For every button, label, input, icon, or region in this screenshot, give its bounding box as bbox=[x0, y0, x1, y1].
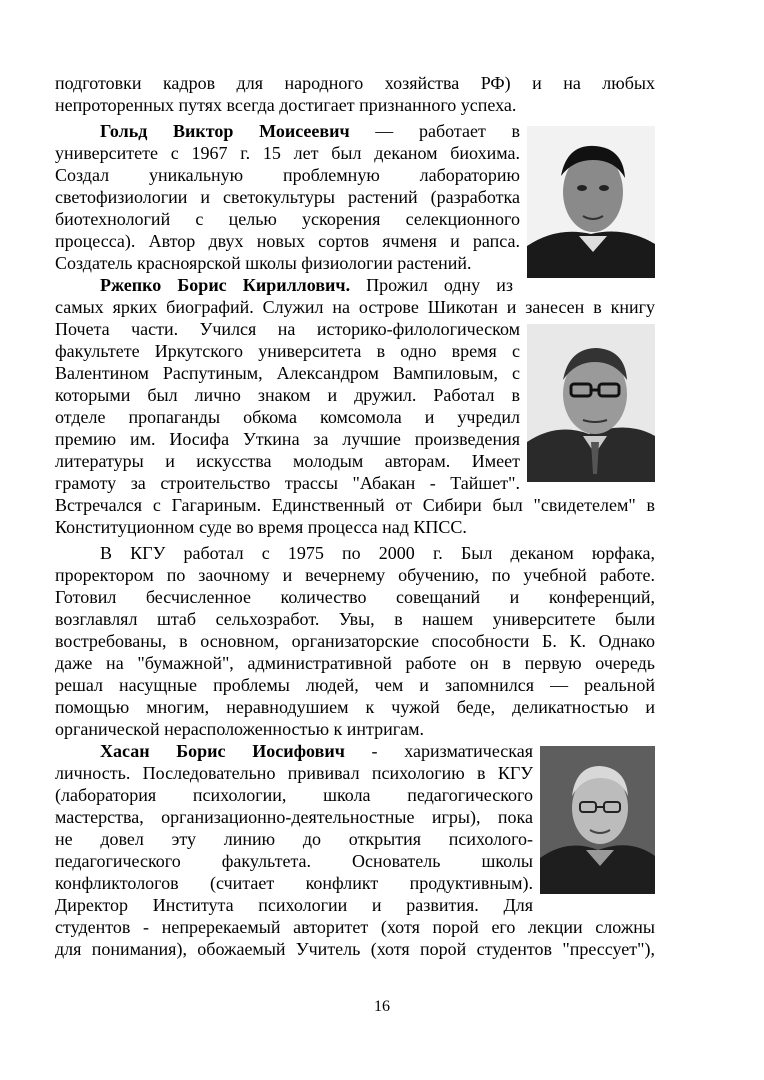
lead-in-rzhepko: Прожил одну из bbox=[350, 275, 513, 295]
page-number: 16 bbox=[374, 998, 390, 1015]
person-name-rzhepko: Ржепко Борис Кириллович. bbox=[100, 275, 351, 295]
text-line: Создатель красноярской школы физиологии растений. bbox=[55, 253, 472, 273]
text-line: не довел эту линию до открытия психолого- bbox=[55, 829, 533, 849]
text-line: университете с 1967 г. 15 лет был деканом биохима. bbox=[55, 143, 520, 163]
text-line: конфликтологов (считает конфликт продуктивным). bbox=[55, 873, 533, 893]
person-name-hasan: Хасан Борис Иосифович bbox=[100, 741, 345, 761]
text-line: мастерства, организационно-деятельностные игры), пока bbox=[55, 807, 533, 827]
text-line: даже на "бумажной", административной работе он в первую очередь bbox=[55, 653, 655, 673]
text-line: грамоту за строительство трассы "Абакан - Тайшет". bbox=[55, 473, 520, 493]
portrait-photo-gold bbox=[527, 126, 655, 278]
text-line: решал насущные проблемы людей, чем и запомнился — реальной bbox=[55, 675, 655, 695]
text-line: педагогического факультета. Основатель школы bbox=[55, 851, 533, 871]
text-line: самых ярких биографий. Служил на острове Шикотан и занесен в книгу bbox=[55, 297, 655, 317]
text-line: отделе пропаганды обкома комсомола и учредил bbox=[55, 407, 520, 427]
text-line: Конституционном суде во время процесса над КПСС. bbox=[55, 517, 467, 537]
text-line: светофизиологии и светокультуры растений (разработка bbox=[55, 187, 520, 207]
text-line: подготовки кадров для народного хозяйства РФ) и на любых bbox=[55, 73, 655, 93]
text-line: личность. Последовательно прививал психологию в КГУ bbox=[55, 763, 533, 783]
portrait-photo-hasan bbox=[540, 746, 655, 894]
bio-heading-rzhepko bbox=[55, 274, 513, 296]
text-line: Валентином Распутиным, Александром Вампиловым, с bbox=[55, 363, 520, 383]
text-line: студентов - непререкаемый авторитет (хотя порой его лекции сложны bbox=[55, 917, 655, 937]
text-line: процесса). Автор двух новых сортов ячменя и рапса. bbox=[55, 231, 520, 251]
lead-in-gold: — работает в bbox=[349, 121, 520, 141]
text-line: органической нерасположенностью к интригам. bbox=[55, 719, 425, 739]
text-line: возглавлял штаб сельхозработ. Увы, в нашем университете были bbox=[55, 609, 655, 629]
text-line: помощью многим, неравнодушием к чужой беде, деликатностью и bbox=[55, 697, 655, 717]
text-line: биотехнологий с целью ускорения селекционного bbox=[55, 209, 520, 229]
text-line: для понимания), обожаемый Учитель (хотя порой студентов "прессует"), bbox=[55, 939, 655, 959]
text-line: В КГУ работал с 1975 по 2000 г. Был деканом юрфака, bbox=[100, 543, 655, 563]
text-line: Встречался с Гагариным. Единственный от Сибири был "свидетелем" в bbox=[55, 495, 655, 515]
text-line: факультете Иркутского университета в одно время с bbox=[55, 341, 520, 361]
text-line: Директор Института психологии и развития. Для bbox=[55, 895, 533, 915]
text-line: которыми был лично знаком и дружил. Работал в bbox=[55, 385, 520, 405]
text-line: (лаборатория психологии, школа педагогического bbox=[55, 785, 533, 805]
person-name-gold: Гольд Виктор Моисеевич bbox=[100, 121, 350, 141]
bio-heading-hasan bbox=[55, 740, 533, 762]
text-line: Готовил бесчисленное количество совещаний и конференций, bbox=[55, 587, 655, 607]
text-line: проректором по заочному и вечернему обучению, по учебной работе. bbox=[55, 565, 655, 585]
text-line: Почета части. Учился на историко-филологическом bbox=[55, 319, 520, 339]
lead-in-hasan: - харизматическая bbox=[344, 741, 533, 761]
text-line: Создал уникальную проблемную лабораторию bbox=[55, 165, 520, 185]
text-line: непроторенных путях всегда достигает признанного успеха. bbox=[55, 95, 517, 115]
bio-heading-gold bbox=[55, 120, 520, 142]
portrait-photo-rzhepko bbox=[527, 324, 655, 482]
text-line: востребованы, в основном, организаторские способности Б. К. Однако bbox=[55, 631, 655, 651]
text-line: литературы и искусства молодым авторам. Имеет bbox=[55, 451, 520, 471]
text-line: премию им. Иосифа Уткина за лучшие произведения bbox=[55, 429, 520, 449]
